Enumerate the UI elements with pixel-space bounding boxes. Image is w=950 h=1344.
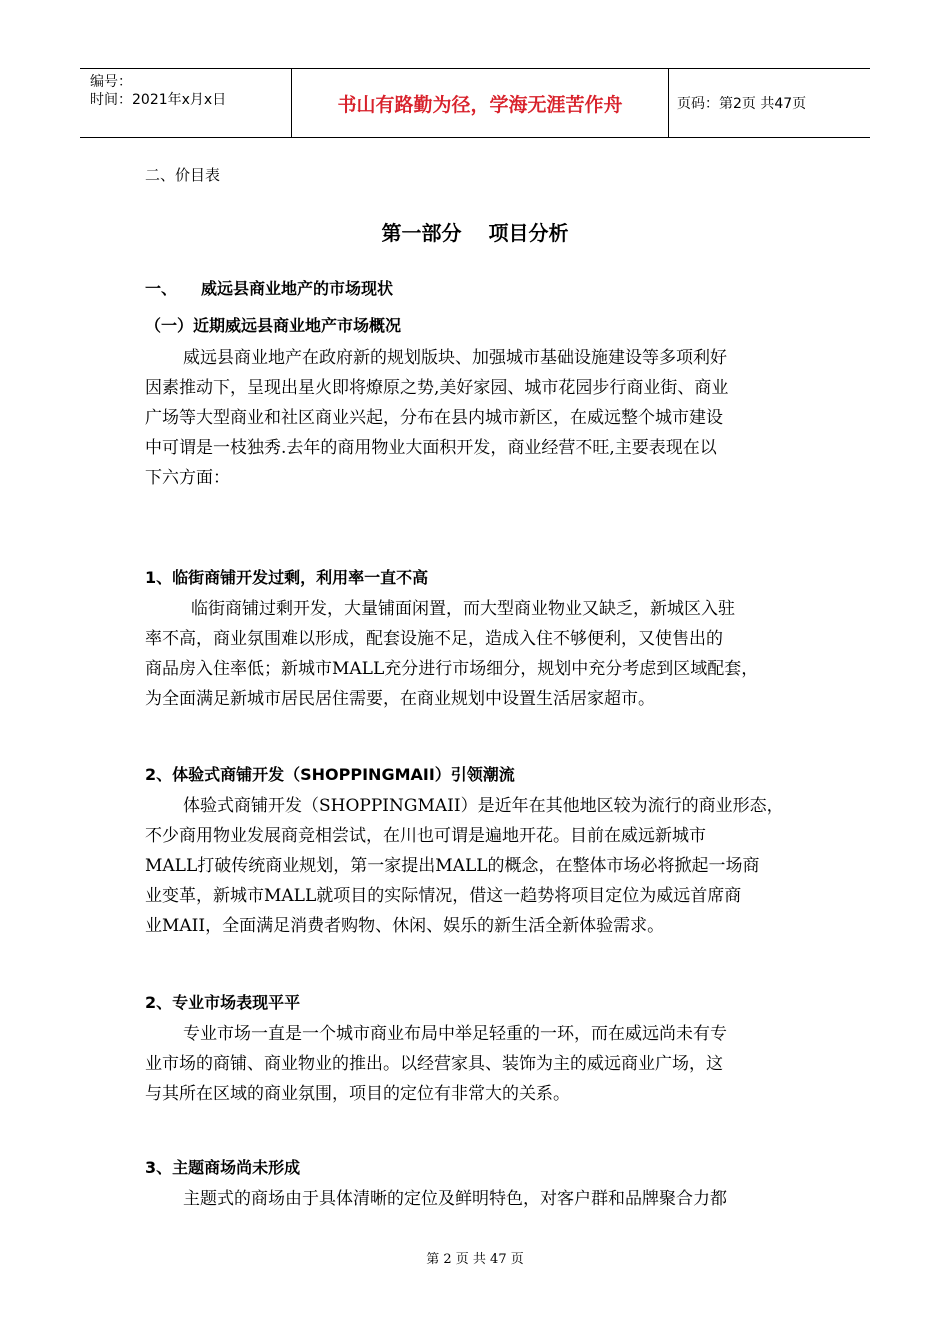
item2-paragraph <box>145 791 784 941</box>
item4-line: 主题式的商场由于具体清晰的定位及鲜明特色，对客户群和品牌聚合力都 <box>183 1189 727 1209</box>
item2-line: MALL打破传统商业规划，第一家提出MALL的概念，在整体市场必将掀起一场商 <box>145 856 760 876</box>
subsection1-heading: （一）近期威远县商业地产市场概况 <box>145 316 402 335</box>
intro-line: 威远县商业地产在政府新的规划版块、加强城市基础设施建设等多项利好 <box>183 348 727 368</box>
code-label: 编号： <box>90 74 132 90</box>
item4-paragraph <box>145 1184 727 1214</box>
item1-line: 商品房入住率低；新城市MALL充分进行市场细分，规划中充分考虑到区域配套， <box>145 659 759 679</box>
item2-line: 体验式商铺开发（SHOPPINGMAII）是近年在其他地区较为流行的商业形态， <box>183 796 784 816</box>
header-meta <box>80 69 292 137</box>
item1-line: 率不高，商业氛围难以形成，配套设施不足，造成入住不够便利，又使售出的 <box>145 629 723 649</box>
header-motto: 书山有路勤为径，学海无涯苦作舟 <box>292 69 669 137</box>
item1-paragraph <box>145 594 758 714</box>
intro-paragraph <box>145 343 728 493</box>
item3-line: 专业市场一直是一个城市商业布局中举足轻重的一环，而在威远尚未有专 <box>183 1024 727 1044</box>
intro-line: 下六方面： <box>145 468 230 488</box>
part-title: 第一部分 项目分析 <box>381 221 569 245</box>
page-header <box>80 68 870 138</box>
intro-line: 广场等大型商业和社区商业兴起，分布在县内城市新区，在威远整个城市建设 <box>145 408 723 428</box>
item3-paragraph <box>145 1019 727 1109</box>
time-label: 时间：2021年x月x日 <box>90 92 227 108</box>
item4-heading: 3、主题商场尚未形成 <box>145 1158 301 1177</box>
item3-line: 业市场的商铺、商业物业的推出。以经营家具、装饰为主的威远商业广场，这 <box>145 1054 723 1074</box>
item1-line: 临街商铺过剩开发，大量铺面闲置，而大型商业物业又缺乏，新城区入驻 <box>191 599 735 619</box>
item1-heading: 1、临街商铺开发过剩，利用率一直不高 <box>145 568 429 587</box>
page-footer: 第 2 页 共 47 页 <box>426 1252 524 1267</box>
item1-line: 为全面满足新城市居民居住需要，在商业规划中设置生活居家超市。 <box>145 689 655 709</box>
section1-heading: 一、 威远县商业地产的市场现状 <box>145 279 394 298</box>
header-page-info: 页码：第2页 共47页 <box>677 96 807 112</box>
item2-line: 业变革，新城市MALL就项目的实际情况，借这一趋势将项目定位为威远首席商 <box>145 886 742 906</box>
item2-line: 不少商用物业发展商竞相尝试，在川也可谓是遍地开花。目前在威远新城市 <box>145 826 706 846</box>
intro-line: 中可谓是一枝独秀.去年的商用物业大面积开发，商业经营不旺,主要表现在以 <box>145 438 717 458</box>
item3-line: 与其所在区域的商业氛围，项目的定位有非常大的关系。 <box>145 1084 570 1104</box>
item3-heading: 2、专业市场表现平平 <box>145 993 301 1012</box>
toc-item: 二、价目表 <box>145 166 221 184</box>
intro-line: 因素推动下，呈现出星火即将燎原之势,美好家园、城市花园步行商业街、商业 <box>145 378 729 398</box>
item2-heading: 2、体验式商铺开发（SHOPPINGMAII）引领潮流 <box>145 765 515 784</box>
item2-line: 业MAII，全面满足消费者购物、休闲、娱乐的新生活全新体验需求。 <box>145 916 665 936</box>
